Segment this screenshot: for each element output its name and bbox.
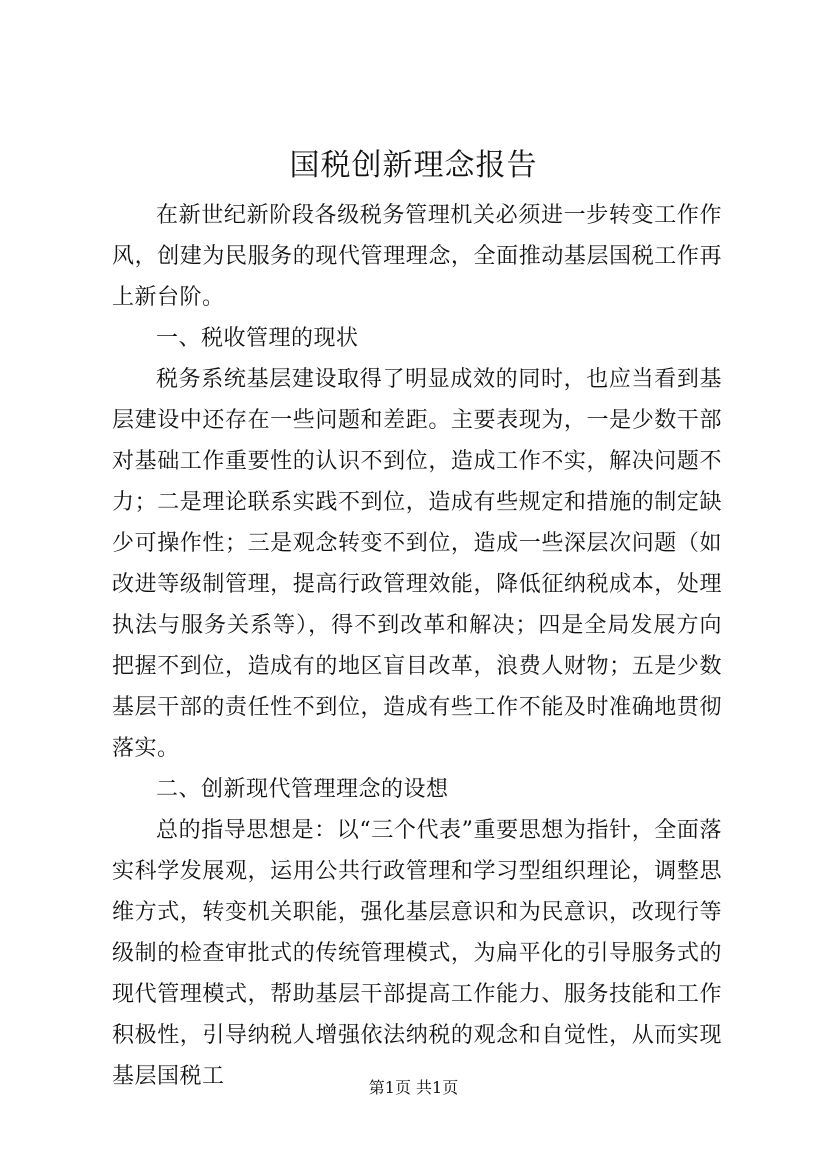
page-footer: 第1页 共1页 <box>368 1078 459 1097</box>
paragraph-current-status: 税务系统基层建设取得了明显成效的同时，也应当看到基层建设中还存在一些问题和差距。主要表现为，一是少数干部对基础工作重要性的认识不到位，造成工作不实，解决问题不力；二是理论联系实践不到位，造成有些规定和措施的制定缺少可操作性；三是观念转变不到位，造成一些深层次问题（如改进等级制管理，提高行政管理效能，降低征纳税成本，处理执法与服务关系等），得不到改革和解决；四是全局发展方向把握不到位，造成有的地区盲目改革，浪费人财物；五是少数基层干部的责任性不到位，造成有些工作不能及时准确地贯彻落实。 <box>112 367 722 761</box>
paragraph-intro: 在新世纪新阶段各级税务管理机关必须进一步转变工作作风，创建为民服务的现代管理理念，全面推动基层国税工作再上新台阶。 <box>112 203 722 310</box>
section-heading-1: 一、税收管理的现状 <box>156 326 359 351</box>
document-title: 国税创新理念报告 <box>289 148 538 183</box>
section-heading-2: 二、创新现代管理理念的设想 <box>156 777 449 802</box>
paragraph-guiding-idea: 总的指导思想是：以“三个代表”重要思想为指针，全面落实科学发展观，运用公共行政管理和学习型组织理论，调整思维方式，转变机关职能，强化基层意识和为民意识，改现行等级制的检查审批式的传统管理模式，为扁平化的引导服务式的现代管理模式，帮助基层干部提高工作能力、服务技能和工作积极性，引导纳税人增强依法纳税的观念和自觉性，从而实现基层国税工 <box>112 818 722 1089</box>
document-body <box>112 195 722 1097</box>
